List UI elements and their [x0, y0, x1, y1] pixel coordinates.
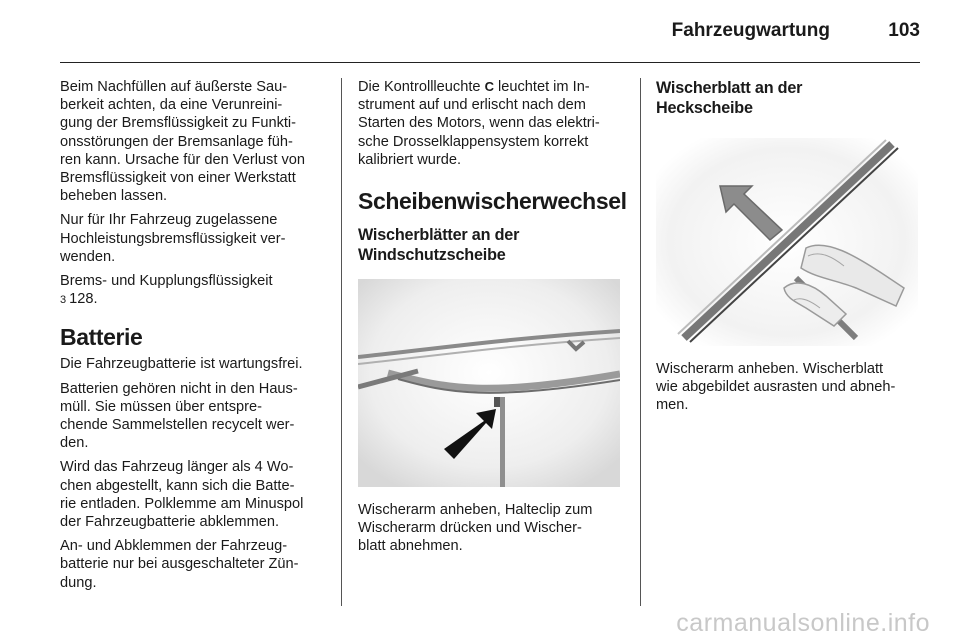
- heading-windscreen-wipers: Wischerblätter an der Windschutzscheibe: [358, 226, 520, 265]
- paragraph-battery-maintenance-free: Die Fahrzeugbatterie ist wartungsfrei.: [60, 356, 303, 373]
- footer-watermark-url[interactable]: carmanualsonline.info: [676, 609, 930, 637]
- reference-text: Brems- und Kupplungsflüssigkeit: [60, 273, 273, 290]
- heading-wiper-replacement: Scheibenwischerwechsel: [358, 188, 627, 215]
- paragraph-brake-fluid-cleanliness: Beim Nachfüllen auf äußerste Sau- berkeit achten, da eine Verunreini- gung der Bremsflüssigkeit zu Funkti- onsstörungen der Bremsanlage füh- ren kann. Ursache für den Verlust von Bremsflüssigkeit von einer Werkstatt beheben lassen.: [60, 79, 305, 205]
- throttle-warning-lamp-icon: C: [484, 79, 494, 94]
- reference-page-link[interactable]: 128.: [69, 291, 98, 308]
- rear-wiper-illustration: [656, 138, 918, 346]
- column-divider-2: [640, 78, 641, 606]
- caption-windscreen-wipers: Wischerarm anheben, Halteclip zum Wischerarm drücken und Wischer- blatt abnehmen.: [358, 502, 593, 555]
- column-2: [358, 78, 626, 562]
- paragraph-battery-disposal: Batterien gehören nicht in den Haus- müll. Sie müssen über entspre- chende Sammelstellen recycelt wer- den.: [60, 380, 298, 452]
- column-3: [656, 78, 924, 421]
- page-header: [60, 0, 920, 63]
- heading-batterie: Batterie: [60, 324, 143, 351]
- chapter-title: Fahrzeugwartung: [671, 20, 830, 41]
- windscreen-wiper-illustration: [358, 279, 620, 487]
- paragraph-brake-fluid-approved: Nur für Ihr Fahrzeug zugelassene Hochleistungsbremsflüssigkeit ver- wenden.: [60, 212, 286, 265]
- paragraph-battery-ignition: An- und Abklemmen der Fahrzeug- batterie nur bei ausgeschalteter Zün- dung.: [60, 538, 299, 591]
- reference-arrow-icon: 3: [60, 294, 67, 307]
- column-divider-1: [341, 78, 342, 606]
- paragraph-battery-storage: Wird das Fahrzeug länger als 4 Wo- chen abgestellt, kann sich die Batte- rie entladen. Polklemme am Minuspol der Fahrzeugbatterie abklemmen.: [60, 459, 304, 531]
- heading-rear-wiper: Wischerblatt an der Heckscheibe: [656, 79, 803, 117]
- page-number: 103: [888, 20, 920, 41]
- paragraph-warning-lamp: Die Kontrollleuchte C leuchtet im In- strument auf und erlischt nach dem Starten des Motors, wenn das elektri- sche Drosselklappensystem korrekt kalibriert wurde.: [358, 79, 600, 168]
- paragraph-brake-clutch-fluid-ref: [60, 272, 328, 309]
- caption-rear-wiper: Wischerarm anheben. Wischerblatt wie abgebildet ausrasten und abneh- men.: [656, 361, 896, 414]
- column-1: [60, 78, 328, 598]
